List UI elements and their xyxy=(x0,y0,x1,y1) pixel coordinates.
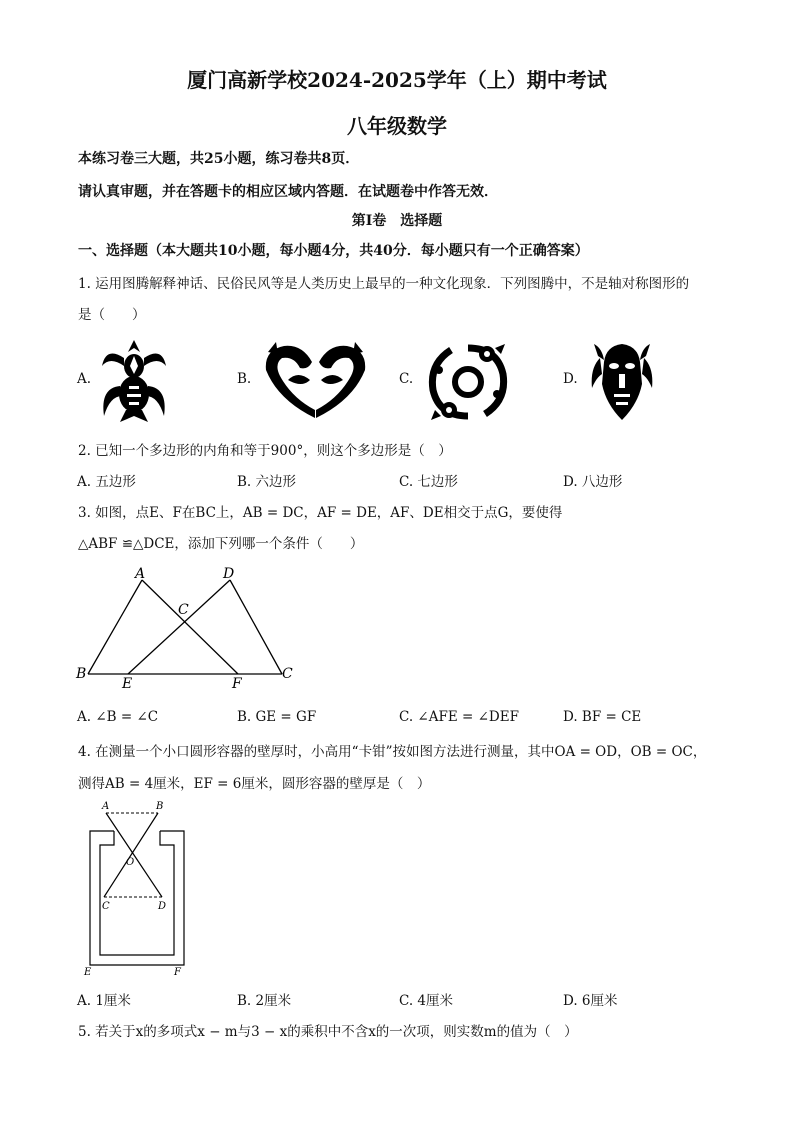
q1-stem-line-1: 1. 运用图腾解释神话、民俗民风等是人类历史上最早的一种文化现象．下列图腾中，不是轴对称图形的 xyxy=(78,276,690,292)
q4-stem-line-2: 测得AB = 4厘米，EF = 6厘米，圆形容器的壁厚是（ ） xyxy=(78,776,431,792)
q2-option-c: C. 七边形 xyxy=(399,474,458,490)
totem-mask-icon xyxy=(588,338,656,424)
intro-line-2: 请认真审题，并在答题卡的相应区域内答题．在试题卷中作答无效． xyxy=(78,184,498,200)
q2-option-b: B. 六边形 xyxy=(237,474,297,490)
point-label-A: A xyxy=(102,801,110,812)
point-label-F: F xyxy=(174,967,181,978)
q2-stem: 2. 已知一个多边形的内角和等于900°，则这个多边形是（ ） xyxy=(78,443,452,459)
q3-option-a: A. ∠B = ∠C xyxy=(77,709,159,725)
intro-line-1: 本练习卷三大题，共25小题，练习卷共8页． xyxy=(78,151,360,167)
totem-spider-icon xyxy=(96,336,172,424)
exam-title: 厦门高新学校2024-2025学年（上）期中考试 xyxy=(187,68,607,92)
point-label-B: B xyxy=(156,801,164,812)
q4-option-b: B. 2厘米 xyxy=(237,993,292,1009)
q4-option-a: A. 1厘米 xyxy=(77,993,131,1009)
point-label-O: O xyxy=(126,857,135,868)
q1-option-c-label: C. xyxy=(399,371,414,387)
point-label-E: E xyxy=(84,967,92,978)
container-outer-wall xyxy=(90,831,184,965)
q1-option-a-label: A. xyxy=(77,371,92,387)
point-label-D: D xyxy=(158,901,167,912)
totem-dragon-circle-icon xyxy=(425,340,511,424)
segment-DC xyxy=(230,580,282,674)
q2-option-d: D. 八边形 xyxy=(563,474,623,490)
q1-stem-line-2: 是（ ） xyxy=(78,307,146,323)
exam-subtitle: 八年级数学 xyxy=(347,114,447,138)
caliper-arm-BC xyxy=(104,813,158,897)
point-label-F: F xyxy=(232,676,242,692)
segment-AB xyxy=(88,580,142,674)
point-label-C: C xyxy=(102,901,110,912)
container-inner-wall xyxy=(100,831,174,955)
q4-option-c: C. 4厘米 xyxy=(399,993,454,1009)
point-label-E: E xyxy=(122,676,133,692)
q3-stem-line-1: 3. 如图，点E、F在BC上，AB = DC，AF = DE，AF、DE相交于点G，要使得 xyxy=(78,505,563,521)
q3-option-b: B. GE = GF xyxy=(237,709,317,725)
point-label-C: C xyxy=(282,666,293,682)
q4-option-d: D. 6厘米 xyxy=(563,993,618,1009)
q1-option-d-label: D. xyxy=(563,371,578,387)
q3-option-d: D. BF = CE xyxy=(563,709,642,725)
segment-AF xyxy=(142,580,238,674)
section-title: 第Ⅰ卷 选择题 xyxy=(351,213,443,229)
q4-stem-line-1: 4. 在测量一个小口圆形容器的壁厚时，小高用“卡钳”按如图方法进行测量，其中OA = OD，OB = OC， xyxy=(78,744,707,760)
point-label-G: C xyxy=(178,602,189,618)
part-1-heading: 一、选择题（本大题共10小题，每小题4分，共40分．每小题只有一个正确答案） xyxy=(78,243,589,259)
q3-stem-line-2: △ABF ≌△DCE，添加下列哪一个条件（ ） xyxy=(78,536,364,552)
point-label-B: B xyxy=(76,666,87,682)
totem-twin-fish-icon xyxy=(258,340,373,422)
point-label-D: D xyxy=(223,566,235,582)
q2-option-a: A. 五边形 xyxy=(77,474,136,490)
q3-triangles-figure xyxy=(70,560,310,695)
q1-option-b-label: B. xyxy=(237,371,252,387)
segment-DE xyxy=(128,580,230,674)
caliper-arm-AD xyxy=(106,813,162,897)
q3-option-c: C. ∠AFE = ∠DEF xyxy=(399,709,519,725)
point-label-A: A xyxy=(135,566,146,582)
q5-stem: 5. 若关于x的多项式x − m与3 − x的乘积中不含x的一次项，则实数m的值为（ ） xyxy=(78,1024,578,1040)
q4-caliper-figure xyxy=(80,795,200,980)
